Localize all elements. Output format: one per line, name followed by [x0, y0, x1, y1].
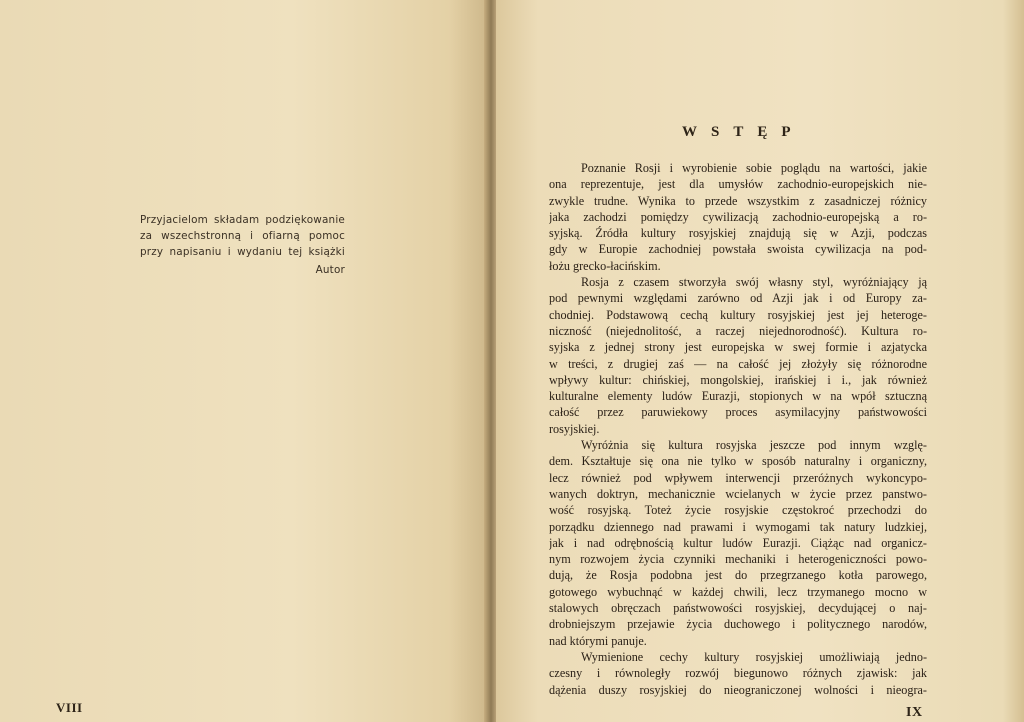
text-line: łożu grecko-łacińskim.	[549, 258, 661, 273]
text-line: Wyróżnia się kultura rosyjska jeszcze pod innym wzglę-	[581, 438, 927, 453]
text-line: Poznanie Rosji i wyrobienie sobie poglądu na wartości, jakie	[581, 161, 927, 175]
text-line: kulturalne elementy ludów Eurazji, stopionych w na wpół sztuczną	[549, 389, 927, 404]
text-line: nym rozwojem życia czynniki mechaniki i heterogeniczności powo-	[549, 552, 927, 567]
text-line: chodniej. Podstawową cechą kultury rosyjskiej jest jej heteroge-	[549, 307, 927, 322]
text-line: jak i nad odrębnością kultur ludów Eurazji. Ciążąc nad organicz-	[549, 535, 927, 550]
text-line: porządku dziennego nad prawami i wymogami tak natury ludzkiej,	[549, 519, 927, 534]
page-number-right: IX	[906, 705, 923, 720]
text-line: całość przez paruwiekowy proces asymilacyjny państwowości	[549, 405, 927, 420]
body-text	[549, 160, 927, 698]
page-number-left: VIII	[56, 700, 83, 715]
text-line: rosyjskiej.	[549, 421, 600, 436]
dedication-author: Autor	[315, 264, 345, 276]
text-line: ona reprezentuje, jest dla umysłów zachodnio-europejskich nie-	[549, 177, 927, 192]
dedication-line: Przyjacielom składam podziękowanie	[140, 214, 345, 226]
text-line: pod pewnymi względami zarówno od Azji jak i od Europy za-	[549, 291, 927, 306]
dedication-line: za wszechstronną i ofiarną pomoc	[140, 230, 345, 242]
text-line: dują, że Rosja podobna jest do przegrzanego kotła parowego,	[549, 568, 927, 583]
text-line: wanych doktryn, mechanicznie wcielanych w życie przez panstwo-	[549, 486, 927, 501]
dedication-line: przy napisaniu i wydaniu tej książki	[140, 246, 345, 258]
text-line: syjska z jednej strony jest europejska w swej formie i azjatycka	[549, 340, 927, 355]
text-line: drobniejszym przejawie życia duchowego i politycznego narodów,	[549, 617, 927, 632]
text-line: czesny i równoległy rozwój biegunowo różnych zjawisk: jak	[549, 666, 927, 681]
text-line: jaka zachodzi pomiędzy cywilizacją zachodnio-europejską a ro-	[549, 209, 927, 224]
dedication	[140, 212, 345, 278]
text-line: syjską. Źródła kultury rosyjskiej znajdują się w Azji, podczas	[549, 226, 927, 241]
text-line: zwykle trudne. Wynika to przede wszystkim z zasadniczej różnicy	[549, 193, 927, 208]
text-line: Rosja z czasem stworzyła swój własny styl, wyróżniający ją	[581, 275, 927, 290]
text-line: gdy w Europie zachodniej powstała swoista cywilizacja na pod-	[549, 242, 927, 257]
text-line: gotowego wybuchnąć w każdej chwili, lecz trzymanego mocno w	[549, 584, 927, 599]
chapter-title: WSTĘP	[682, 124, 805, 140]
text-line: w treści, z drugiej zaś — na całość jej złożyły się różnorodne	[549, 356, 927, 371]
text-line: wpływy kultur: chińskiej, mongolskiej, irańskiej i i., jak również	[549, 372, 927, 387]
text-line: dem. Kształtuje się ona nie tylko w sposób naturalny i organiczny,	[549, 454, 927, 469]
text-line: Wymienione cechy kultury rosyjskiej umożliwiają jedno-	[581, 649, 927, 664]
left-page	[0, 0, 488, 722]
text-line: dążenia duszy rosyjskiej do nieograniczonej wolności i nieogra-	[549, 682, 927, 697]
text-line: wość rosyjską. Toteż życie rosyjskie częstokroć przechodzi do	[549, 503, 927, 518]
text-line: nad którymi panuje.	[549, 633, 647, 648]
text-line: stalowych obręczach państwowości rosyjskiej, decydującej o naj-	[549, 601, 927, 616]
text-line: niczność (niejednolitość, a raczej niejednorodność). Kultura ro-	[549, 323, 927, 338]
text-line: lecz również pod wpływem interwencji przeróżnych wykoncypo-	[549, 470, 927, 485]
